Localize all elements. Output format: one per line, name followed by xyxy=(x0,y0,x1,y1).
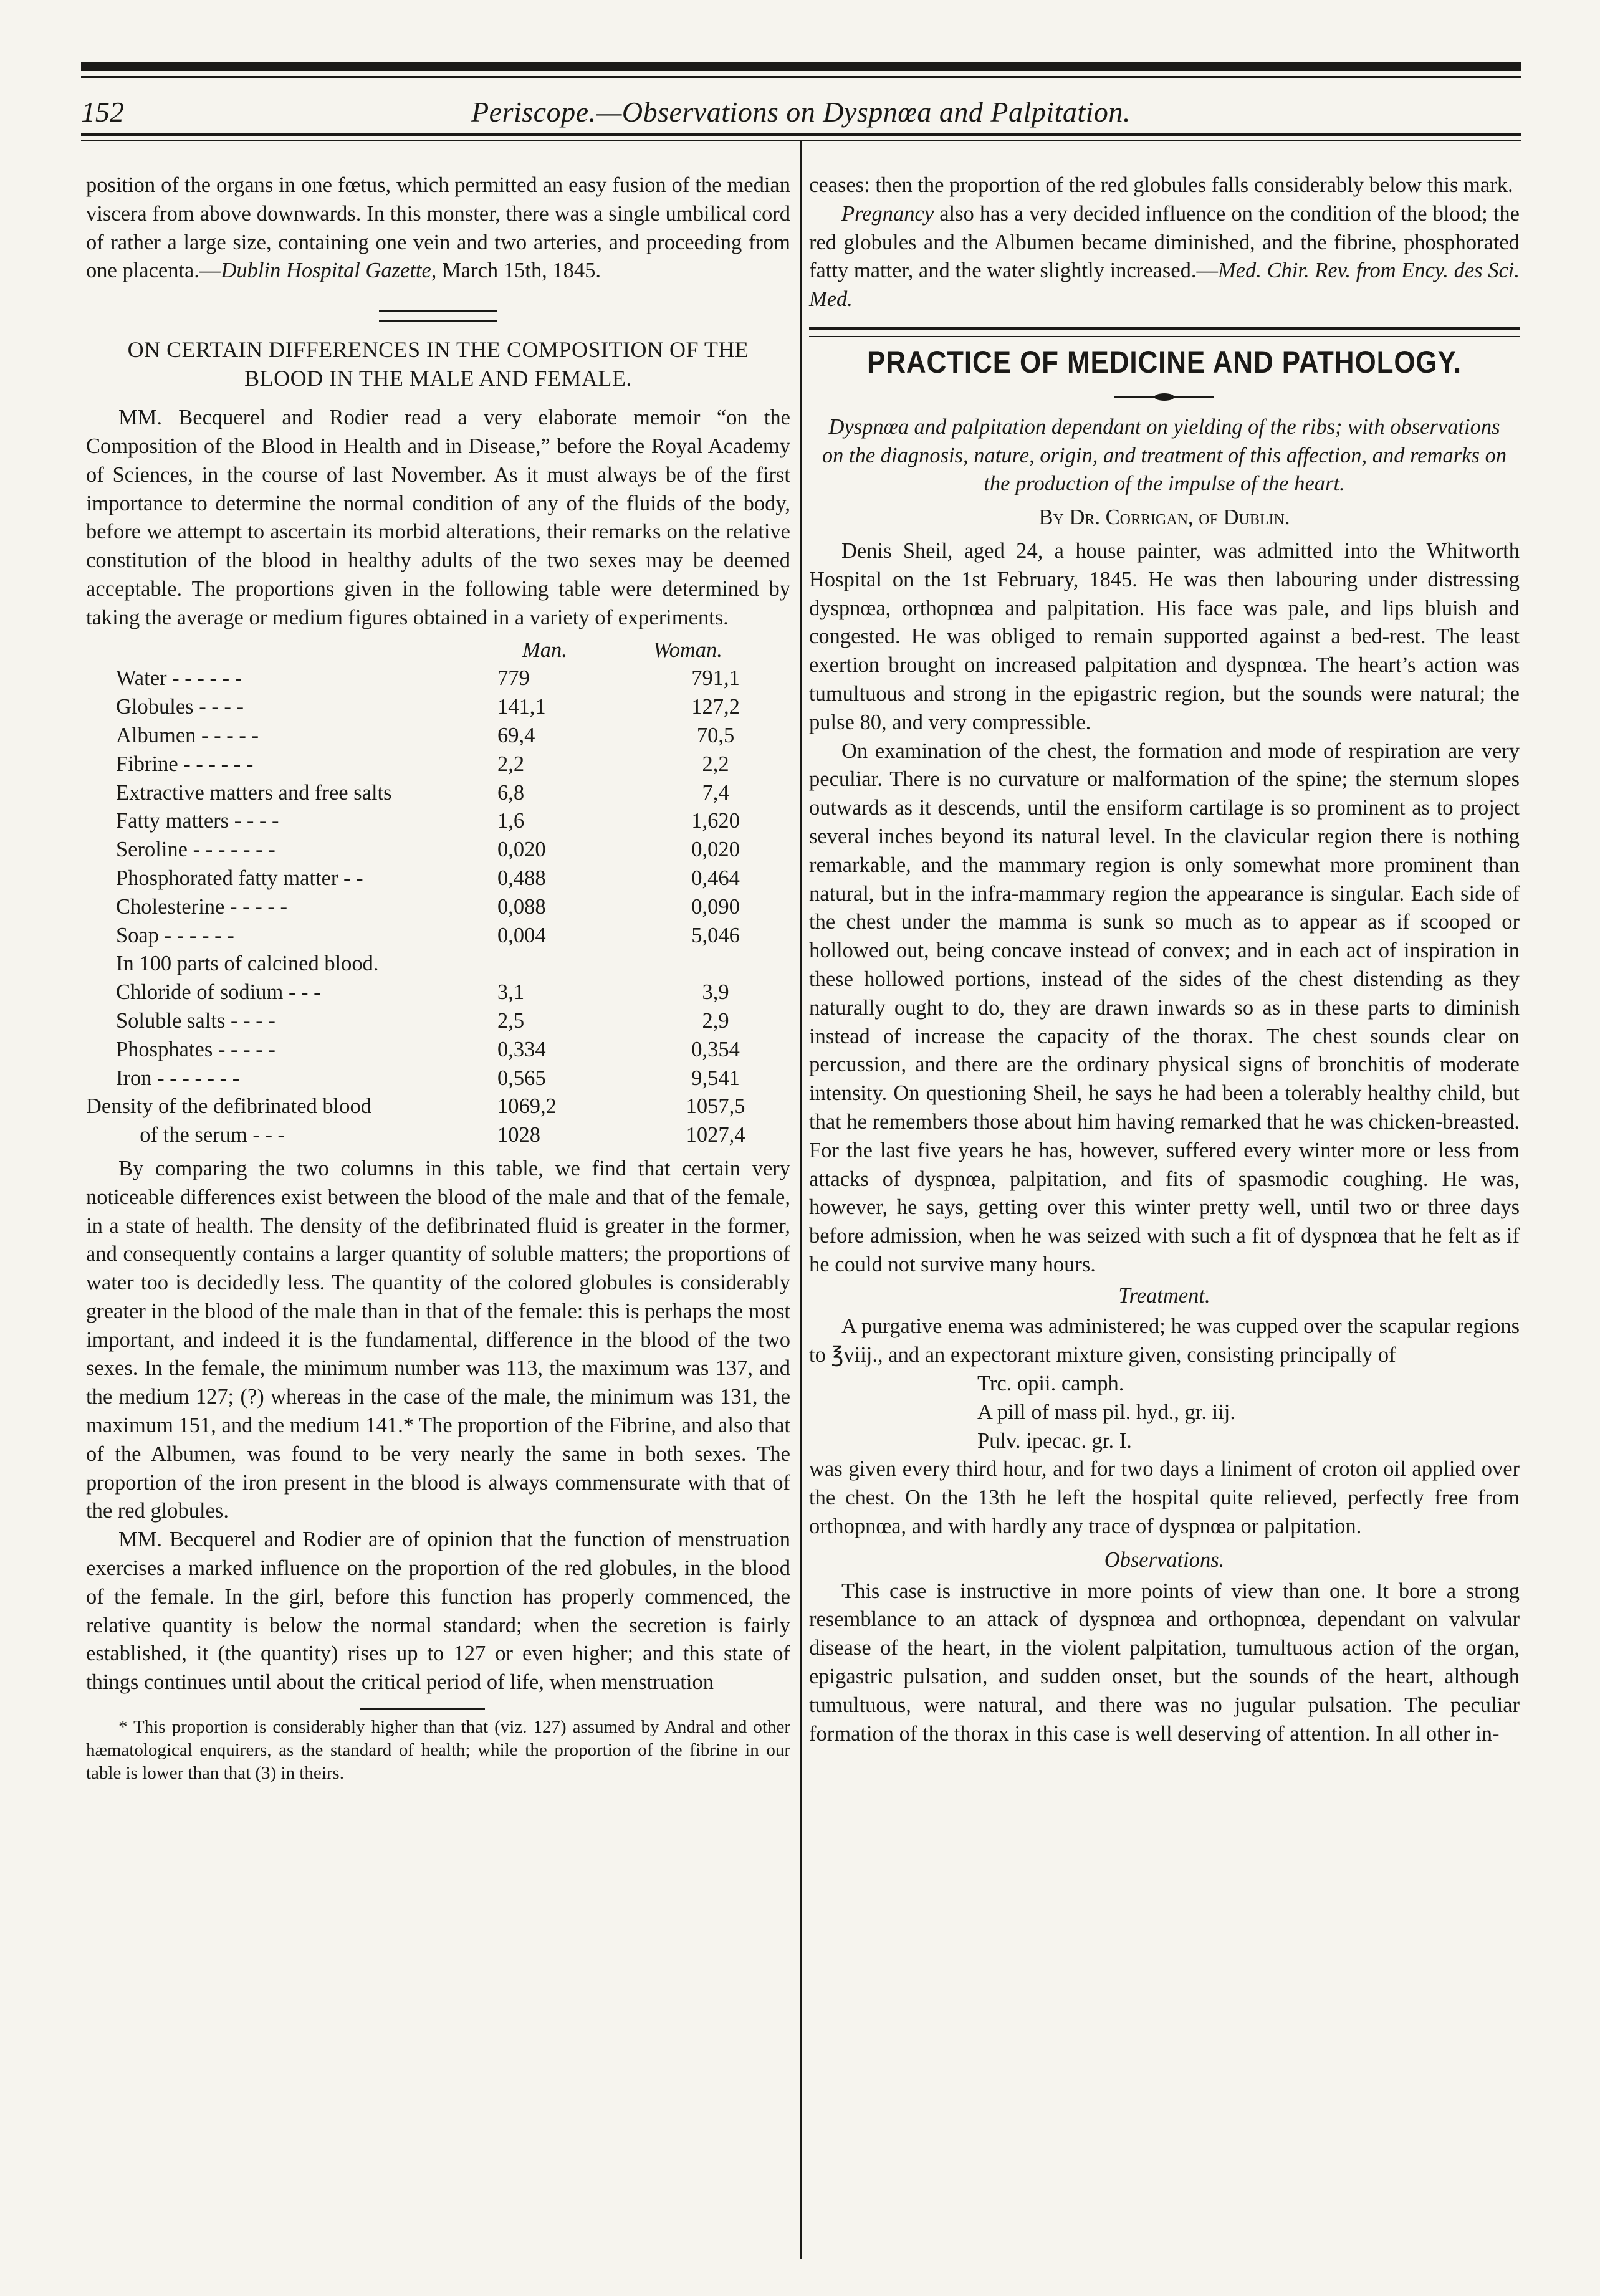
paragraph: Denis Sheil, aged 24, a house painter, was admitted into the Whitworth Hospital on the 1st February, 1845. He was then labouring under distressing dyspnœa, orthopnœa and palpitation. His face was pale, and lips bluish and congested. He was obliged to remain supported against a bed-rest. The least exertion brought on increased palpitation and dyspnœa. The heart’s action was tumultuous and strong in the epigastric region, but the sounds were natural; the pulse 80, and very compressible. xyxy=(809,538,1520,734)
table-header-row xyxy=(86,636,778,665)
paragraph: By comparing the two columns in this table, we find that certain very noticeable differences exist between the blood of the male and that of the female, in a state of health. The density of the defibrinated fluid is greater in the former, and consequently contains a larger quantity of soluble matters; the proportions of water too is decidedly less. The quantity of the colored globules is considerably greater in the blood of the male than in that of the female: this is perhaps the most important, and indeed it is the fundamental, difference in the blood of the two sexes. In the female, the minimum number was 113, the maximum was 137, and the medium 127; (?) whereas in the case of the male, the minimum was 131, the maximum 151, and the medium 141.* The proportion of the Fibrine, and also that of the Albumen, was found to be very nearly the same in both sexes. The proportion of the iron present in the blood is always commensurate with that of the red globules. xyxy=(86,1156,791,1523)
table-row xyxy=(86,1064,778,1093)
article-heading: ON CERTAIN DIFFERENCES IN THE COMPOSITION OF THE BLOOD IN THE MALE AND FEMALE. xyxy=(127,337,749,391)
paragraph: A purgative enema was administered; he was cupped over the scapular regions to ℥viij., and an expectorant mixture given, consisting principally of xyxy=(809,1314,1520,1367)
value-man: 3,1 xyxy=(497,980,525,1005)
subheading-treatment: Treatment. xyxy=(1118,1283,1210,1308)
carryover-text: position of the organs in one fœtus, which permitted an easy fusion of the median viscera from above downwards. In this monster, there was a single umbilical cord of rather a large size, containing one vein and two arteries, and proceeding from one placenta.— xyxy=(86,173,790,283)
row-label: Density of the defibrinated blood xyxy=(86,1094,371,1119)
article-title: Dyspnœa and palpitation dependant on yielding of the ribs; with observations on the diagnosis, nature, origin, and treatment of this affection, and remarks on the production of the impulse of the heart. xyxy=(822,414,1507,496)
carryover-paragraph xyxy=(86,171,790,285)
row-label: Globules - - - - xyxy=(116,695,244,719)
right-column xyxy=(809,171,1520,1748)
pregnancy-lead: Pregnancy xyxy=(841,201,934,226)
page-number: 152 xyxy=(81,96,124,128)
table-row xyxy=(86,693,778,722)
prescription-line: Trc. opii. camph. xyxy=(977,1372,1124,1396)
row-label: Soluble salts - - - - xyxy=(116,1008,275,1033)
page-header xyxy=(81,90,1521,134)
value-woman: 791,1 xyxy=(691,666,740,691)
section-divider xyxy=(379,310,497,322)
row-label: Albumen - - - - - xyxy=(116,723,259,747)
pregnancy-text: also has a very decided influence on the condition of the blood; the red globules and the Albumen became diminished, and the fibrine, phosphorated fatty matter, and the water slightly increased.— xyxy=(809,201,1520,283)
value-woman: 1027,4 xyxy=(686,1123,745,1147)
value-man: 0,020 xyxy=(497,838,546,862)
value-woman: 0,020 xyxy=(691,838,740,862)
paragraph: This case is instructive in more points of view than one. It bore a strong resemblance to an attack of dyspnœa and orthopnœa, dependant on valvular disease of the heart, in the violent palpitation, tumultuous action of the organ, epigastric pulsation, and sudden onset, but the sounds of the heart, although tumultuous, were natural, and there was no jugular pulsation. The peculiar formation of the thorax in this case is well deserving of attention. In all other in- xyxy=(809,1579,1520,1746)
table-row xyxy=(86,1007,778,1036)
row-label: Phosphates - - - - - xyxy=(116,1037,275,1061)
value-man: 141,1 xyxy=(497,695,546,719)
section-title: PRACTICE OF MEDICINE AND PATHOLOGY. xyxy=(866,344,1462,380)
table-row xyxy=(86,750,778,779)
row-label: Extractive matters and free salts xyxy=(116,780,392,805)
value-man: 1028 xyxy=(497,1123,540,1147)
pregnancy-source: Med. Chir. Rev. from Ency. des Sci. Med. xyxy=(809,259,1520,312)
footnote: * This proportion is considerably higher than that (viz. 127) assumed by Andral and other hæmatological enquirers, as the standard of health; while the proportion of the fibrine in our table is lower than that (3) in theirs. xyxy=(86,1717,790,1784)
row-label: Fibrine - - - - - - xyxy=(116,752,254,776)
carryover-source: Dublin Hospital Gazette, xyxy=(221,259,437,283)
table-row xyxy=(86,779,778,808)
value-woman: 2,2 xyxy=(702,752,729,776)
value-man: 2,5 xyxy=(497,1008,525,1033)
row-label: In 100 parts of calcined blood. xyxy=(116,952,379,976)
table-row xyxy=(86,664,778,693)
table-row xyxy=(86,978,778,1007)
carryover-date: March 15th, 1845. xyxy=(436,259,601,283)
value-woman: 7,4 xyxy=(702,780,729,805)
left-column xyxy=(86,171,790,1785)
value-woman xyxy=(653,950,778,978)
running-title: Periscope.—Observations on Dyspnœa and Palpitation. xyxy=(471,96,1131,128)
value-man: 1,6 xyxy=(497,809,525,833)
ornament-divider xyxy=(809,383,1520,404)
paragraph: On examination of the chest, the formation and mode of respiration are very peculiar. There is no curvature or malformation of the spine; the sternum slopes outwards as it descends, until the ensiform cartilage is so prominent as to project several inches beyond its natural level. In the clavicular region there is nothing remarkable, and the mammary region is only somewhat more prominent than natural, but in the infra-mammary region the appearance is singular. Each side of the chest under the mamma is sunk so much as to appear as if scooped or hollowed out, being concave instead of convex; and in each act of inspiration in these hollowed portions, instead of the sides of the chest distending as they naturally ought to do, they are drawn inwards so as in these parts to diminish instead of increase the capacity of the thorax. The chest sounds clear on percussion, and there are the ordinary physical signs of bronchitis of moderate intensity. On questioning Sheil, he says he had been a tolerably healthy child, but that he remembers those about him having remarked that he was chicken-breasted. For the last five years he has, however, suffered every winter more or less from attacks of dyspnœa, palpitation, and fits of spasmodic coughing. He was, however, he says, getting over this winter pretty well, until two or three days before admission, when he was seized with such a fit of dyspnœa that he felt as if he could not survive many hours. xyxy=(809,739,1520,1276)
section-rule xyxy=(809,327,1520,337)
paragraph: MM. Becquerel and Rodier are of opinion that the function of menstruation exercises a marked influence on the proportion of the red globules, in the blood of the female. In the girl, before this function has properly commenced, the relative quantity is below the normal standard; when the secretion is fairly established, it (the quantity) rises up to 127 or even higher; and this state of things continues until about the critical period of life, when menstruation xyxy=(86,1528,790,1695)
value-woman: 1057,5 xyxy=(686,1094,745,1119)
paragraph: was given every third hour, and for two days a liniment of croton oil applied over the chest. On the 13th he left the hospital quite relieved, perfectly free from orthopnœa, and with hardly any trace of dyspnœa or palpitation. xyxy=(809,1457,1520,1539)
value-woman: 0,090 xyxy=(691,894,740,919)
column-header-woman: Woman. xyxy=(653,638,722,662)
value-woman: 0,354 xyxy=(691,1037,740,1061)
value-man: 779 xyxy=(497,666,530,691)
top-border-thin-rule xyxy=(81,76,1521,78)
header-rule xyxy=(81,133,1521,136)
paragraph: MM. Becquerel and Rodier read a very elaborate memoir “on the Composition of the Blood in Health and in Disease,” before the Royal Academy of Sciences, in the course of last November. As it must always be of the first importance to determine the normal condition of any of the fluids of the body, before we attempt to ascertain its morbid alterations, their remarks on the relative constitution of the blood in healthy adults of the two sexes may be deemed acceptable. The proportions given in the following table were determined by taking the average or medium figures obtained in a variety of experiments. xyxy=(86,406,790,629)
value-woman: 9,541 xyxy=(691,1066,740,1090)
row-label: Soap - - - - - - xyxy=(116,923,234,947)
row-label: Chloride of sodium - - - xyxy=(116,980,321,1005)
table-row xyxy=(86,922,778,950)
footnote-rule xyxy=(360,1708,485,1710)
table-row xyxy=(86,807,778,836)
top-border-rule xyxy=(81,62,1521,71)
row-label: of the serum - - - xyxy=(86,1123,285,1147)
value-woman: 5,046 xyxy=(691,923,740,947)
value-man: 0,088 xyxy=(497,894,546,919)
paragraph xyxy=(809,200,1520,314)
subheading-observations: Observations. xyxy=(1104,1547,1225,1572)
value-woman: 2,9 xyxy=(702,1008,729,1033)
value-man: 0,488 xyxy=(497,866,546,890)
row-label: Cholesterine - - - - - xyxy=(116,894,287,919)
row-label: Phosphorated fatty matter - - xyxy=(116,866,363,890)
row-label: Seroline - - - - - - - xyxy=(116,838,275,862)
column-divider xyxy=(800,140,802,2259)
value-woman: 1,620 xyxy=(691,809,740,833)
table-row xyxy=(86,836,778,864)
table-row xyxy=(86,722,778,750)
value-woman: 3,9 xyxy=(702,980,729,1005)
value-woman: 70,5 xyxy=(696,723,735,747)
value-woman: 127,2 xyxy=(691,695,740,719)
value-man: 6,8 xyxy=(497,780,525,805)
table-row xyxy=(86,1093,778,1121)
value-man: 69,4 xyxy=(497,723,535,747)
value-man: 0,004 xyxy=(497,923,546,947)
table-row xyxy=(86,893,778,922)
ornament-icon xyxy=(1114,395,1214,399)
blood-composition-table xyxy=(86,636,778,1150)
table-row xyxy=(86,864,778,893)
row-label: Iron - - - - - - - xyxy=(116,1066,240,1090)
value-man: 1069,2 xyxy=(497,1094,557,1119)
prescription-line: A pill of mass pil. hyd., gr. iij. xyxy=(977,1400,1236,1424)
column-header-man: Man. xyxy=(522,638,567,662)
value-woman: 0,464 xyxy=(691,866,740,890)
row-label: Fatty matters - - - - xyxy=(116,809,279,833)
byline: By Dr. Corrigan, of Dublin. xyxy=(1038,505,1290,530)
value-man: 0,334 xyxy=(497,1037,546,1061)
carryover-paragraph: ceases: then the proportion of the red globules falls considerably below this mark. xyxy=(809,173,1513,197)
value-man xyxy=(497,950,653,978)
table-row xyxy=(86,950,778,978)
table-row xyxy=(86,1036,778,1064)
table-row xyxy=(86,1121,778,1150)
value-man: 0,565 xyxy=(497,1066,546,1090)
row-label: Water - - - - - - xyxy=(116,666,242,691)
value-man: 2,2 xyxy=(497,752,525,776)
prescription-line: Pulv. ipecac. gr. I. xyxy=(977,1428,1132,1453)
